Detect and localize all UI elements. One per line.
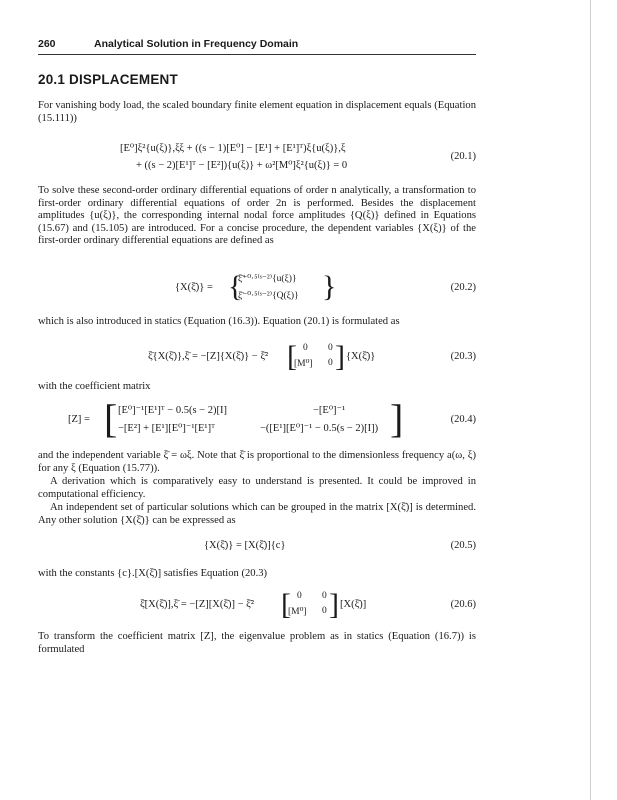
equation-number: (20.2) <box>450 282 476 293</box>
left-bracket: [ <box>104 396 118 441</box>
equation-number: (20.1) <box>450 151 476 162</box>
equation-20-4-lhs: [Z] = <box>68 414 90 425</box>
matrix-cell: 0 <box>328 358 333 368</box>
matrix-cell: [M⁰] <box>288 607 307 617</box>
equation-20-6-lhs: ξ̄[X(ξ̄)],ξ̄ = −[Z][X(ξ̄)] − ξ̄² <box>140 599 254 610</box>
matrix-cell: 0 <box>322 591 327 601</box>
paragraph-5: and the independent variable ξ̄ = ωξ. Note that ξ̄ is proportional to the dimensionless frequency a(ω, ξ) for any ξ (Equation (15.77)). <box>38 450 476 474</box>
paragraph-9: To transform the coefficient matrix [Z], the eigenvalue problem as in statics (Equation (16.7)) is formulated <box>38 631 476 655</box>
paragraph-3: which is also introduced in statics (Equation (16.3)). Equation (20.1) is formulated as <box>38 316 400 327</box>
equation-20-2-lhs: {X(ξ̄)} = <box>175 282 213 293</box>
paragraph-7: An independent set of particular solutions which can be grouped in the matrix [X(ξ̄)] is determined. Any other solution {X(ξ̄)} can be expressed as <box>38 502 476 526</box>
page-edge-line <box>590 0 591 800</box>
equation-20-5 <box>38 540 476 558</box>
matrix-cell: −[E²] + [E¹][E⁰]⁻¹[E¹]ᵀ <box>118 423 215 434</box>
matrix-cell: [E⁰]⁻¹[E¹]ᵀ − 0.5(s − 2)[I] <box>118 405 227 416</box>
paragraph-2: To solve these second-order ordinary differential equations of order n analytically, a transformation to first-order ordinary differential equations of order 2n is performed. Besides the displacement amplitudes {u(ξ)}, the corresponding internal nodal force amplitudes {Q(ξ)} defined in Equations (15.67) and (15.105) are introduced. For a concise procedure, the dependent variables {X(ξ)} of the first-order ordinary differential equations are defined as <box>38 185 476 247</box>
matrix-cell: −([E¹][E⁰]⁻¹ − 0.5(s − 2)[I]) <box>260 423 379 434</box>
right-bracket: ] <box>390 396 404 441</box>
matrix-cell: 0 <box>322 606 327 616</box>
equation-number: (20.6) <box>450 599 476 610</box>
equation-number: (20.5) <box>450 540 476 551</box>
equation-20-3-lhs: ξ̄{X(ξ̄)},ξ̄ = −[Z]{X(ξ̄)} − ξ̄² <box>148 351 269 362</box>
equation-20-1-line-2: + ((s − 2)[E¹]ᵀ − [E²]){u(ξ)} + ω²[M⁰]ξ²{u(ξ)} = 0 <box>136 160 348 171</box>
running-header <box>38 38 476 50</box>
paragraph-8: with the constants {c}.[X(ξ̄)] satisfies Equation (20.3) <box>38 568 268 579</box>
left-brace: { <box>228 270 243 303</box>
equation-20-4 <box>38 396 476 444</box>
matrix-cell: 0 <box>328 343 333 353</box>
left-bracket: [ <box>281 588 291 621</box>
equation-20-2 <box>38 270 476 310</box>
equation-20-3 <box>38 340 476 376</box>
equation-number: (20.3) <box>450 351 476 362</box>
right-brace: } <box>322 270 337 303</box>
equation-20-2-bottom: ξ̄⁻⁰·⁵⁽ˢ⁻²⁾{Q(ξ)} <box>238 291 299 301</box>
matrix-cell: 0 <box>303 343 308 353</box>
paragraph-1: For vanishing body load, the scaled boundary finite element equation in displacement equals (Equation (15.111)) <box>38 100 476 124</box>
equation-20-5-body: {X(ξ̄)} = [X(ξ̄)]{c} <box>204 540 286 551</box>
matrix-cell: [M⁰] <box>294 359 313 369</box>
matrix-cell: −[E⁰]⁻¹ <box>313 405 346 416</box>
equation-20-1 <box>38 142 476 178</box>
equation-20-2-top: ξ̄⁺⁰·⁵⁽ˢ⁻²⁾{u(ξ)} <box>238 274 297 284</box>
running-title: Analytical Solution in Frequency Domain <box>94 38 299 50</box>
right-bracket: ] <box>329 588 339 621</box>
equation-20-1-line-1: [E⁰]ξ²{u(ξ)},ξξ + ((s − 1)[E⁰] − [E¹] + [E¹]ᵀ)ξ{u(ξ)},ξ <box>120 143 346 154</box>
right-bracket: ] <box>335 340 345 373</box>
matrix-cell: 0 <box>297 591 302 601</box>
page-number: 260 <box>38 38 56 50</box>
section-title: 20.1 DISPLACEMENT <box>38 72 178 87</box>
equation-number: (20.4) <box>450 414 476 425</box>
equation-20-3-rhs: {X(ξ̄)} <box>346 351 376 362</box>
paragraph-4: with the coefficient matrix <box>38 381 151 392</box>
equation-20-6 <box>38 588 476 624</box>
left-bracket: [ <box>287 340 297 373</box>
equation-20-6-rhs: [X(ξ̄)] <box>340 599 367 610</box>
header-rule <box>38 54 476 55</box>
paragraph-6: A derivation which is comparatively easy to understand is presented. It could be improved in computational efficiency. <box>38 476 476 500</box>
